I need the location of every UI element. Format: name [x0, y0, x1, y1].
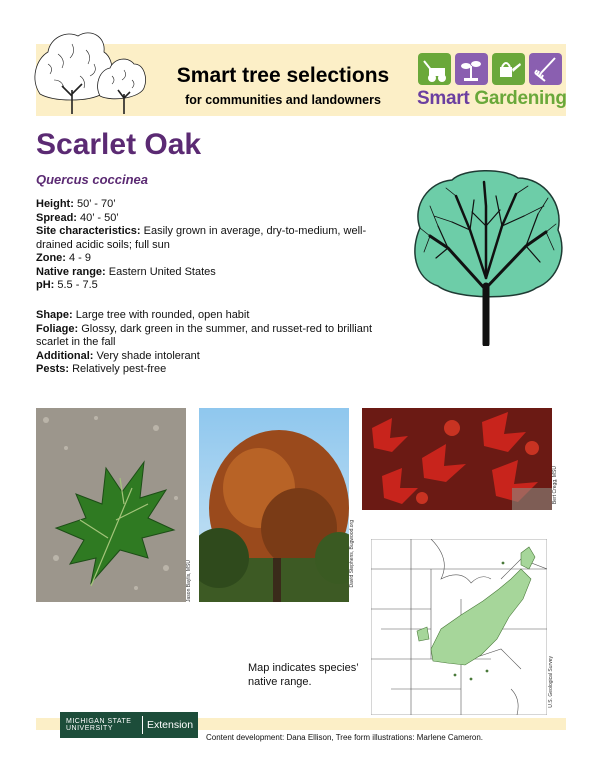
rake-icon — [529, 53, 562, 85]
brand-word-smart: Smart — [417, 88, 470, 109]
msu-extension-logo — [60, 712, 198, 738]
tree-facts — [36, 198, 396, 293]
fact-height: Height: 50’ - 70’ — [36, 198, 116, 210]
fact-spread: Spread: 40’ - 50’ — [36, 211, 119, 224]
fall-foliage-photo — [362, 408, 552, 510]
scientific-name: Quercus coccinea — [36, 172, 148, 187]
extension-label: Extension — [147, 719, 194, 731]
smart-gardening-logo — [417, 88, 567, 110]
fact-ph: pH: 5.5 - 7.5 — [36, 279, 98, 291]
msu-wordmark: MICHIGAN STATE UNIVERSITY — [66, 717, 132, 732]
watering-can-icon — [492, 53, 525, 85]
fact-foliage: Foliage: Glossy, dark green in the summer, and russet-red to brilliant scarlet in the fall — [36, 322, 373, 348]
tree-form-illustration — [408, 166, 568, 346]
fact-native-range: Native range: Eastern United States — [36, 265, 216, 278]
page-title: Scarlet Oak — [36, 128, 202, 161]
map-caption: Map indicates species’ native range. — [248, 662, 359, 688]
brand-word-gardening: Gardening — [474, 88, 567, 109]
tree-description — [36, 309, 406, 377]
seedling-icon — [455, 53, 488, 85]
photo-credit-map: U.S. Geological Survey — [548, 656, 554, 708]
photo-credit-tree: David Stephens, Bugwood.org — [349, 520, 355, 588]
logo-divider — [142, 716, 143, 734]
banner-title: Smart tree selections — [176, 64, 390, 87]
fact-pests: Pests: Relatively pest-free — [36, 363, 167, 375]
fact-additional: Additional: Very shade intolerant — [36, 349, 200, 362]
fact-shape: Shape: Large tree with rounded, open habit — [36, 309, 250, 321]
tree-sketch-icon — [28, 24, 158, 116]
footer-credits: Content development: Dana Ellison, Tree form illustrations: Marlene Cameron. — [206, 733, 484, 742]
leaf-photo — [36, 408, 186, 602]
tree-photo — [199, 408, 349, 602]
photo-credit-foliage: Bert Cregg, MSU — [552, 466, 558, 505]
fact-site: Site characteristics: Easily grown in average, dry-to-medium, well-drained acidic soils; full sun — [36, 225, 367, 251]
photo-credit-leaf: Jason Baylis, MSU — [186, 560, 192, 602]
smart-gardening-icons — [418, 53, 560, 85]
native-range-map — [371, 539, 547, 715]
banner-subtitle: for communities and landowners — [185, 93, 381, 107]
lawnmower-icon — [418, 53, 451, 85]
fact-zone: Zone: 4 - 9 — [36, 252, 92, 264]
